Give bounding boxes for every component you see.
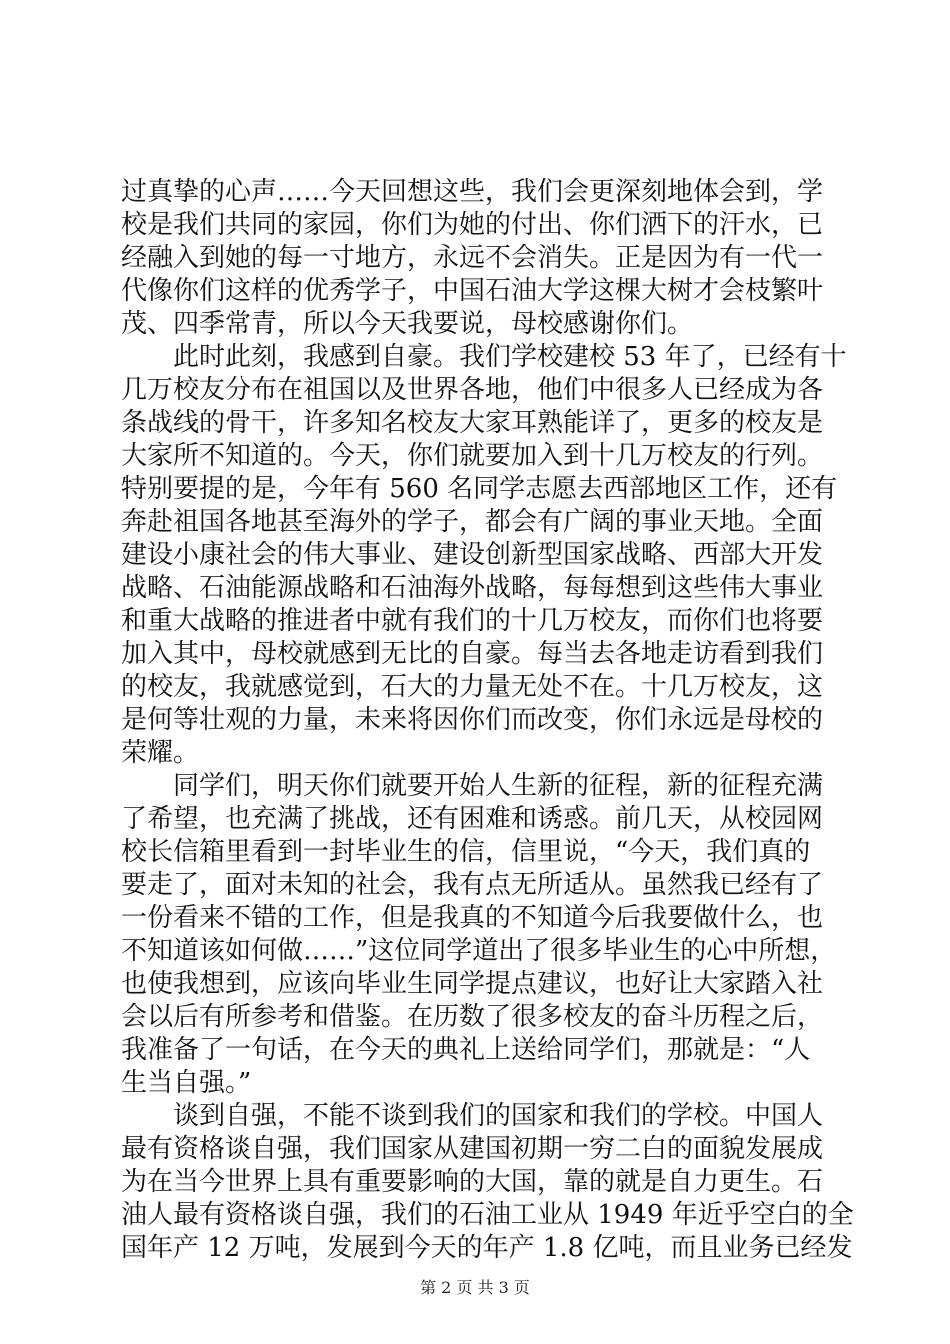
paragraph: [121, 176, 833, 341]
text-line: 大家所不知道的。今天，你们就要加入到十几万校友的行列。: [121, 441, 824, 471]
text-line: 和重大战略的推进者中就有我们的十几万校友，而你们也将要: [121, 606, 824, 636]
text-line: 国年产 12 万吨，发展到今天的年产 1.8 亿吨，而且业务已经发: [121, 1233, 853, 1263]
text-line: 代像你们这样的优秀学子，中国石油大学这棵大树才会枝繁叶: [121, 276, 824, 306]
text-line: 一份看来不错的工作，但是我真的不知道今后我要做什么，也: [121, 903, 824, 933]
text-line: 战略、石油能源战略和石油海外战略，每每想到这些伟大事业: [121, 573, 824, 603]
text-line: 最有资格谈自强，我们国家从建国初期一穷二白的面貌发展成: [121, 1134, 824, 1164]
text-line: 校是我们共同的家园，你们为她的付出、你们洒下的汗水，已: [121, 210, 824, 240]
text-line: 特别要提的是，今年有 560 名同学志愿去西部地区工作，还有: [121, 474, 838, 504]
document-body: [121, 176, 854, 1265]
text-line: 奔赴祖国各地甚至海外的学子，都会有广阔的事业天地。全面: [121, 507, 824, 537]
text-line: 油人最有资格谈自强，我们的石油工业从 1949 年近乎空白的全: [121, 1200, 854, 1230]
text-line: 会以后有所参考和借鉴。在历数了很多校友的奋斗历程之后，: [121, 1002, 824, 1032]
text-line: 要走了，面对未知的社会，我有点无所适从。虽然我已经有了: [121, 870, 824, 900]
page-footer: 第 2 页 共 3 页: [420, 1278, 530, 1297]
text-line: 此时此刻，我感到自豪。我们学校建校 53 年了，已经有十: [173, 342, 847, 372]
paragraph: [121, 341, 847, 770]
text-line: 我准备了一句话，在今天的典礼上送给同学们，那就是：“人: [121, 1035, 811, 1065]
text-line: 经融入到她的每一寸地方，永远不会消失。正是因为有一代一: [121, 243, 824, 273]
text-line: 建设小康社会的伟大事业、建设创新型国家战略、西部大开发: [121, 540, 824, 570]
text-line: 生当自强。”: [121, 1068, 252, 1098]
text-line: 谈到自强，不能不谈到我们的国家和我们的学校。中国人: [173, 1101, 824, 1131]
text-line: 为在当今世界上具有重要影响的大国，靠的就是自力更生。石: [121, 1167, 824, 1197]
text-line: 过真挚的心声……今天回想这些，我们会更深刻地体会到，学: [121, 177, 824, 207]
text-line: 条战线的骨干，许多知名校友大家耳熟能详了，更多的校友是: [121, 408, 824, 438]
text-line: 同学们，明天你们就要开始人生新的征程，新的征程充满: [173, 771, 824, 801]
text-line: 茂、四季常青，所以今天我要说，母校感谢你们。: [121, 309, 694, 339]
text-line: 的校友，我就感觉到，石大的力量无处不在。十几万校友，这: [121, 672, 824, 702]
text-line: 是何等壮观的力量，未来将因你们而改变，你们永远是母校的: [121, 705, 824, 735]
text-line: 几万校友分布在祖国以及世界各地，他们中很多人已经成为各: [121, 375, 824, 405]
text-line: 荣耀。: [121, 738, 200, 768]
text-line: 加入其中，母校就感到无比的自豪。每当去各地走访看到我们: [121, 639, 824, 669]
text-line: 校长信箱里看到一封毕业生的信，信里说，“今天，我们真的: [121, 837, 811, 867]
text-line: 也使我想到，应该向毕业生同学提点建议，也好让大家踏入社: [121, 969, 824, 999]
text-line: 了希望，也充满了挑战，还有困难和诱惑。前几天，从校园网: [121, 804, 824, 834]
paragraph: [121, 1100, 854, 1265]
paragraph: [121, 770, 837, 1100]
text-line: 不知道该如何做……”这位同学道出了很多毕业生的心中所想，: [121, 936, 837, 966]
